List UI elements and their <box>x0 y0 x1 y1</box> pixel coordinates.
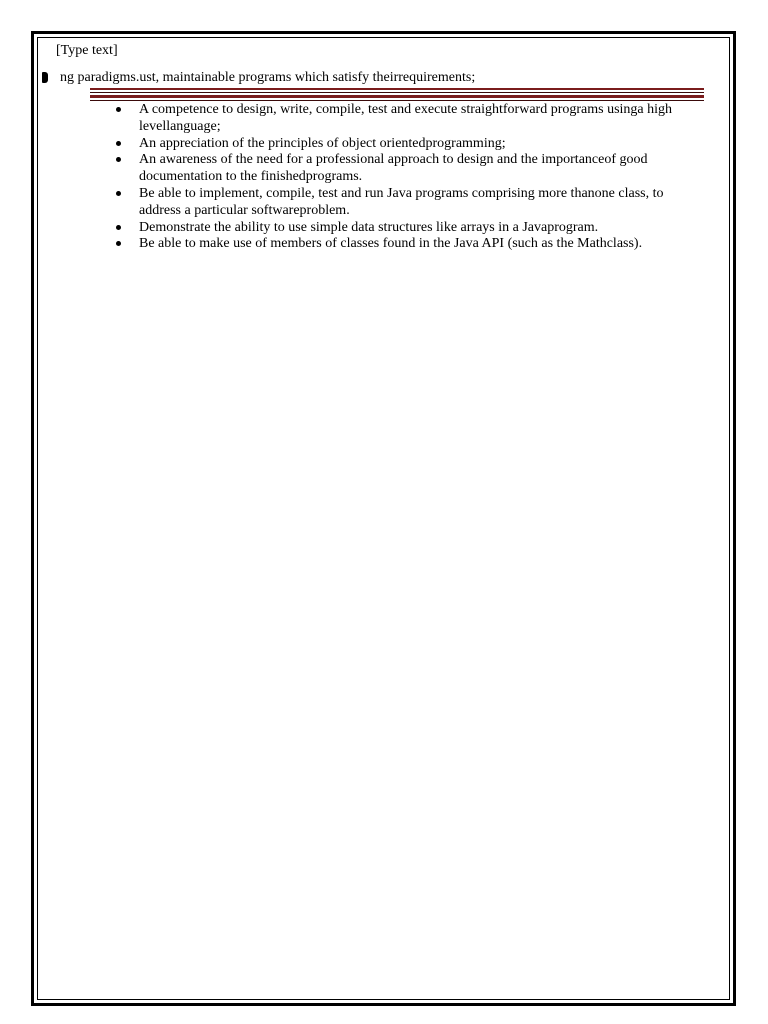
list-item-text: An appreciation of the principles of object orientedprogramming; <box>139 135 506 151</box>
bullet-icon <box>116 241 121 246</box>
list-item-text: Be able to make use of members of classes found in the Java API (such as the Mathclass). <box>139 236 643 252</box>
rule-line <box>90 95 704 98</box>
bullet-icon <box>116 191 121 196</box>
list-item <box>112 102 708 136</box>
list-item <box>112 220 708 237</box>
list-item <box>112 152 708 186</box>
rule-line <box>90 88 704 90</box>
list-item-text: Demonstrate the ability to use simple data structures like arrays in a Javaprogram. <box>139 219 599 235</box>
list-item <box>112 236 708 253</box>
list-item <box>112 186 708 220</box>
list-item-text: An awareness of the need for a professional approach to design and the importanceof good documentation to the finishedprograms. <box>139 152 648 185</box>
bullet-icon <box>116 141 121 146</box>
header-placeholder-text: [Type text] <box>56 43 118 58</box>
running-text-line: ng paradigms.ust, maintainable programs which satisfy theirrequirements; <box>60 70 476 85</box>
list-item-text: Be able to implement, compile, test and run Java programs comprising more thanone class, to address a particular softwareproblem. <box>139 185 664 218</box>
bullet-icon <box>116 225 121 230</box>
learning-outcomes-list <box>112 102 708 253</box>
list-item-text: A competence to design, write, compile, test and execute straightforward programs usinga high levellanguage; <box>139 102 673 134</box>
decorative-rule <box>90 88 704 103</box>
bullet-icon <box>116 107 121 112</box>
rule-line <box>90 92 704 93</box>
paragraph-marker-icon <box>42 72 48 83</box>
rule-line <box>90 100 704 101</box>
bullet-icon <box>116 157 121 162</box>
list-item <box>112 136 708 153</box>
